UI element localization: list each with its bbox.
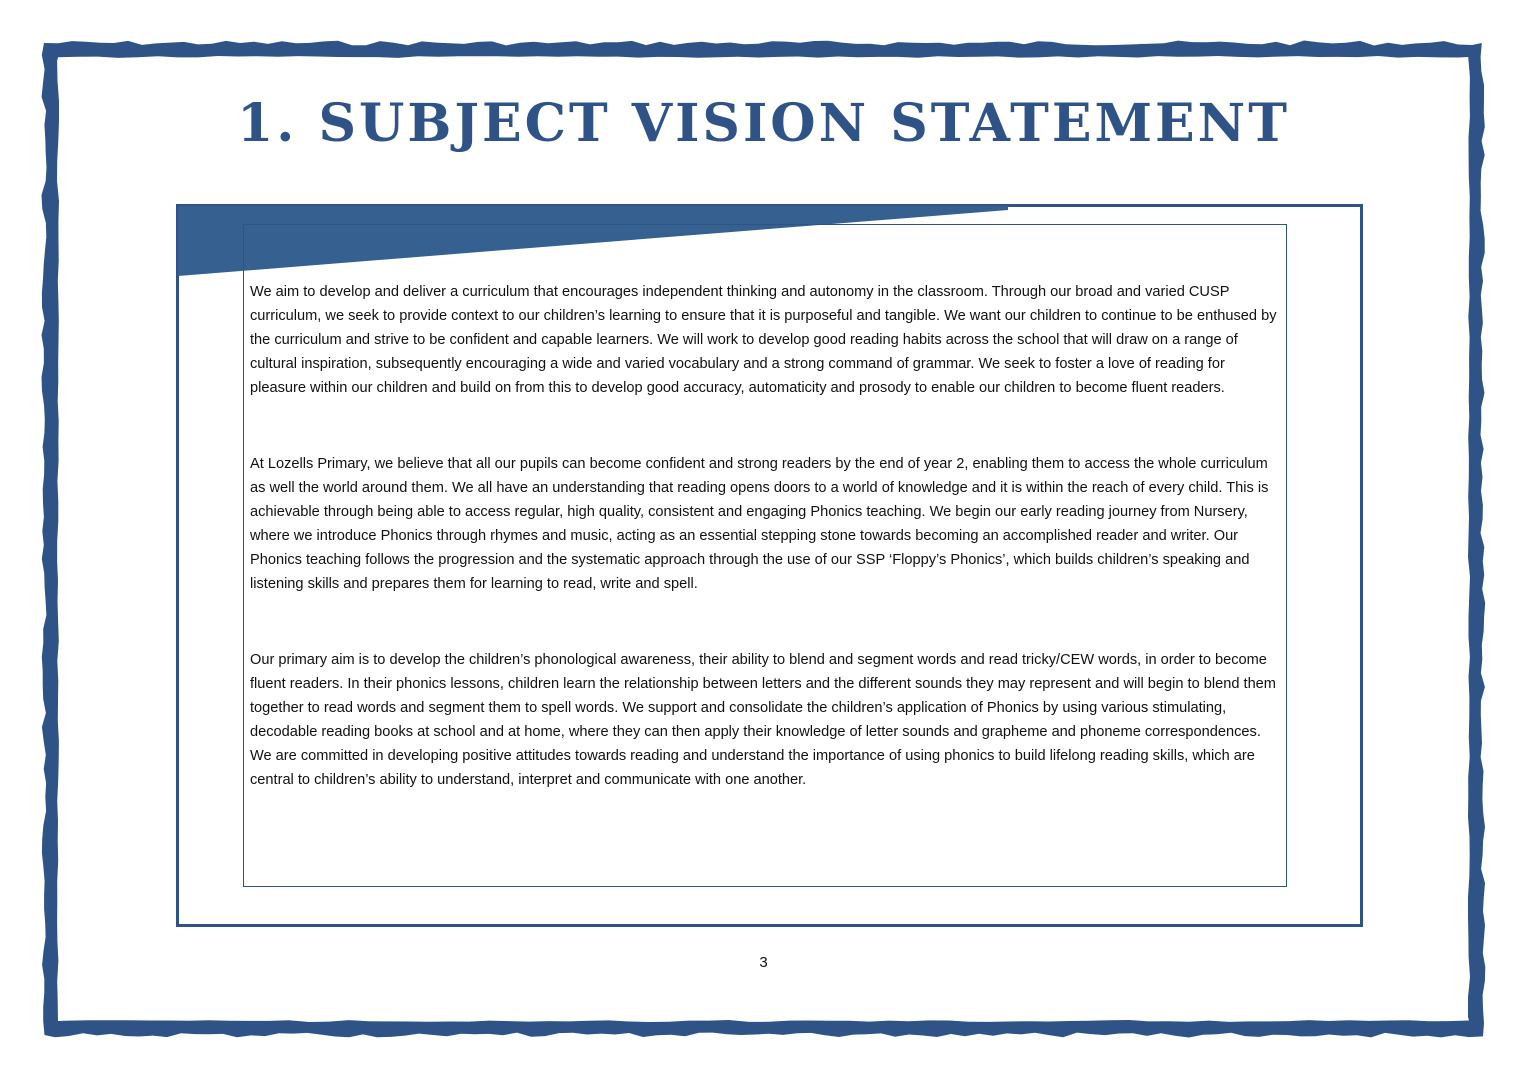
vision-statement-body <box>250 280 1284 792</box>
paragraph-curriculum-aims: We aim to develop and deliver a curriculum that encourages independent thinking and autonomy in the classroom. Through our broad and varied CUSP curriculum, we seek to provide context to our children’s learning to ensure that it is purposeful and tangible. We want our children to continue to be enthused by the curriculum and strive to be confident and capable learners. We will work to develop good reading habits across the school that will draw on a range of cultural inspiration, subsequently encouraging a wide and varied vocabulary and a strong command of grammar. We seek to foster a love of reading for pleasure within our children and build on from this to develop good accuracy, automaticity and prosody to enable our children to become fluent readers. <box>250 284 1277 396</box>
page-title: 1. SUBJECT VISION STATEMENT <box>237 93 1290 154</box>
paragraph-reading-belief: At Lozells Primary, we believe that all our pupils can become confident and strong readers by the end of year 2, enabling them to access the whole curriculum as well the world around them. We all have an understanding that reading opens doors to a world of knowledge and it is within the reach of every child. This is achievable through being able to access regular, high quality, consistent and engaging Phonics teaching. We begin our early reading journey from Nursery, where we introduce Phonics through rhymes and music, acting as an essential stepping stone towards becoming an accomplished reader and writer. Our Phonics teaching follows the progression and the systematic approach through the use of our SSP ‘Floppy’s Phonics’, which builds children’s speaking and listening skills and prepares them for learning to read, write and spell. <box>250 456 1269 592</box>
page-number: 3 <box>759 954 768 971</box>
paragraph-phonics-aim: Our primary aim is to develop the children’s phonological awareness, their ability to blend and segment words and read tricky/CEW words, in order to become fluent readers. In their phonics lessons, children learn the relationship between letters and the different sounds they may represent and will begin to blend them together to read words and segment them to spell words. We support and consolidate the children’s application of Phonics by using various stimulating, decodable reading books at school and at home, where they can then apply their knowledge of letter sounds and grapheme and phoneme correspondences. We are committed in developing positive attitudes towards reading and understand the importance of using phonics to build lifelong reading skills, which are central to children’s ability to understand, interpret and communicate with one another. <box>250 652 1276 788</box>
